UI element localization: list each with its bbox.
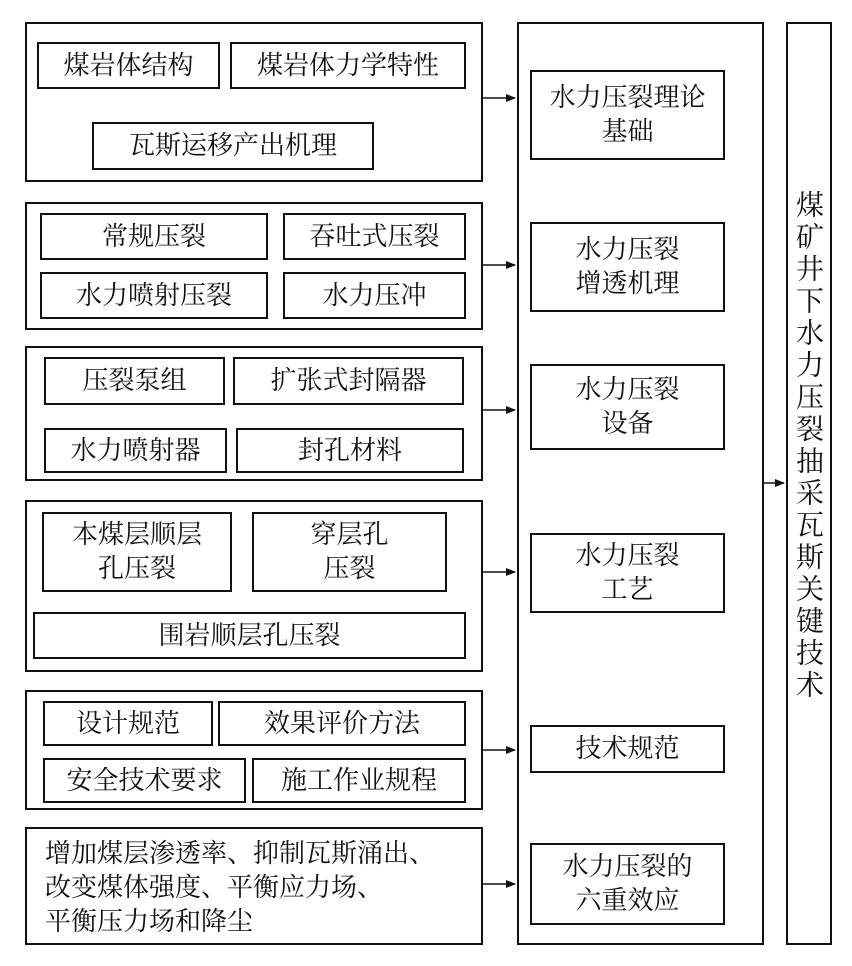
sealing-material-box: 封孔材料 xyxy=(236,428,464,473)
construction-procedure-box: 施工作业规程 xyxy=(252,758,466,803)
effect-evaluation-box: 效果评价方法 xyxy=(218,701,466,746)
six-effects-description: 增加煤层渗透率、抑制瓦斯涌出、 改变煤体强度、平衡应力场、 平衡压力场和降尘 xyxy=(45,839,436,937)
coal-rock-structure-box: 煤岩体结构 xyxy=(37,42,220,89)
hydraulic-flushing-box: 水力压冲 xyxy=(283,272,466,319)
expandable-packer-box: 扩张式封隔器 xyxy=(233,357,464,405)
technical-specification-box: 技术规范 xyxy=(530,725,725,773)
cross-layer-hole-fracturing-box: 穿层孔 压裂 xyxy=(252,512,447,592)
surrounding-rock-hole-fracturing-box: 围岩顺层孔压裂 xyxy=(33,612,466,659)
design-specification-box: 设计规范 xyxy=(43,701,213,746)
middle-column-frame xyxy=(517,22,764,945)
conventional-fracturing-box: 常规压裂 xyxy=(40,213,268,260)
hydrojet-fracturing-box: 水力喷射压裂 xyxy=(40,272,268,319)
bedding-hole-fracturing-box: 本煤层顺层 孔压裂 xyxy=(42,512,232,592)
theory-basis-box: 水力压裂理论 基础 xyxy=(530,70,725,160)
coal-rock-mechanics-box: 煤岩体力学特性 xyxy=(230,42,466,89)
hydrojet-tool-box: 水力喷射器 xyxy=(44,428,227,473)
fracturing-pump-box: 压裂泵组 xyxy=(44,357,225,405)
equipment-box: 水力压裂 设备 xyxy=(530,364,725,450)
gas-migration-mechanism-box: 瓦斯运移产出机理 xyxy=(92,122,374,170)
safety-requirements-box: 安全技术要求 xyxy=(43,758,246,803)
permeability-mechanism-box: 水力压裂 增透机理 xyxy=(530,222,725,312)
key-technology-title: 煤矿井下水力压裂抽采瓦斯关键技术 xyxy=(792,190,825,702)
six-effects-box: 水力压裂的 六重效应 xyxy=(530,843,725,925)
huff-puff-fracturing-box: 吞吐式压裂 xyxy=(283,213,466,260)
process-box: 水力压裂 工艺 xyxy=(530,533,725,613)
